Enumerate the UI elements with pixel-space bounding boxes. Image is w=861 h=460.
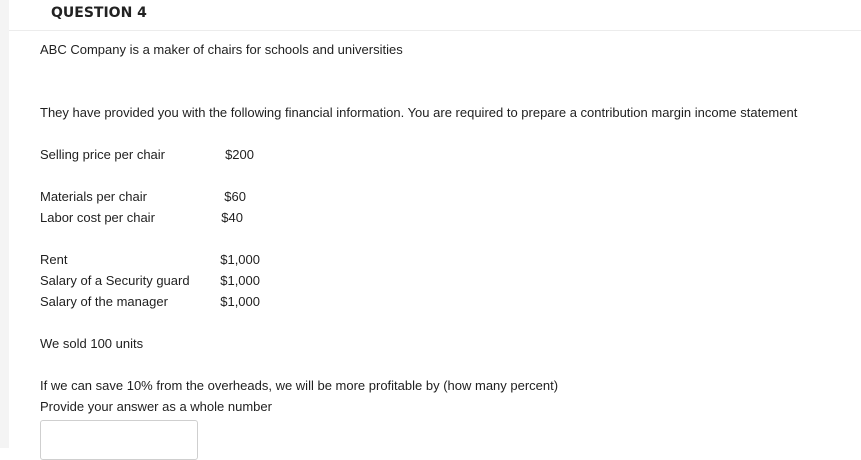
- materials-label: Materials per chair: [40, 189, 147, 204]
- security-salary-value: $1,000: [220, 273, 260, 288]
- question-intro: ABC Company is a maker of chairs for schools and universities: [40, 42, 403, 57]
- manager-salary-value: $1,000: [220, 294, 260, 309]
- materials-value: $60: [224, 189, 246, 204]
- question-title: QUESTION 4: [51, 5, 147, 21]
- labor-value: $40: [221, 210, 243, 225]
- selling-price-value: $200: [225, 147, 254, 162]
- security-salary-label: Salary of a Security guard: [40, 273, 190, 288]
- rent-value: $1,000: [220, 252, 260, 267]
- rent-label: Rent: [40, 252, 68, 267]
- answer-format-note: Provide your answer as a whole number: [40, 399, 272, 414]
- left-margin-strip: [0, 0, 9, 448]
- question-header: [9, 0, 861, 31]
- selling-price-label: Selling price per chair: [40, 147, 166, 162]
- question-prompt: If we can save 10% from the overheads, we will be more profitable by (how many percent): [40, 378, 559, 393]
- answer-input[interactable]: [40, 420, 198, 460]
- labor-label: Labor cost per chair: [40, 210, 155, 225]
- units-sold-text: We sold 100 units: [40, 336, 144, 351]
- manager-salary-label: Salary of the manager: [40, 294, 168, 309]
- question-instructions: They have provided you with the following financial information. You are required to prepare a contribution margin income statement: [40, 105, 798, 120]
